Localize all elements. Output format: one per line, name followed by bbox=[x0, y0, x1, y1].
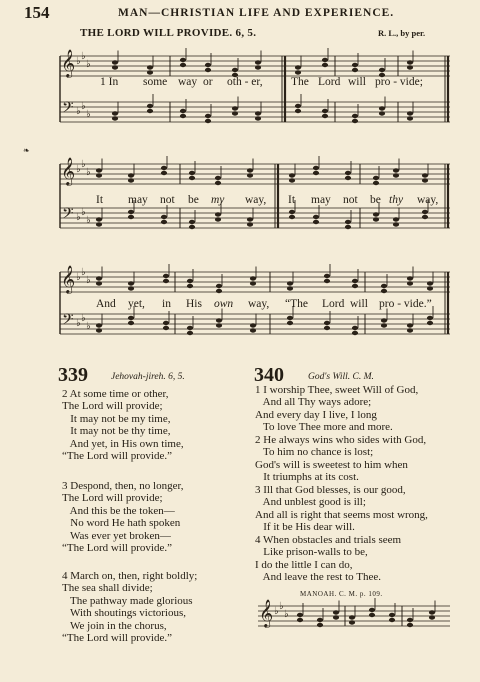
note-head bbox=[147, 109, 153, 113]
note-head bbox=[255, 60, 261, 64]
note-head bbox=[161, 166, 167, 170]
note-head bbox=[180, 114, 186, 118]
stanza: 2 At some time or other, The Lord will provide; It may not be my time, It may not be thy time, And yet, in His own time, “The Lord will provide.” bbox=[62, 388, 184, 463]
lyric-syllable: may bbox=[128, 194, 148, 206]
flat-icon: ♭ bbox=[86, 59, 91, 70]
note-head bbox=[333, 615, 339, 619]
margin-mark: ❧ bbox=[23, 146, 30, 155]
lyric-syllable: oth - er, bbox=[227, 76, 263, 88]
note-head bbox=[128, 316, 134, 320]
note-head bbox=[289, 215, 295, 219]
note-head bbox=[289, 173, 295, 177]
note-head bbox=[379, 106, 385, 110]
stanza: 1 I worship Thee, sweet Will of God, And all Thy ways adore; And every day I live, I long To love Thee more and more. bbox=[255, 384, 419, 434]
note-head bbox=[205, 119, 211, 123]
lyric-syllable: way, bbox=[245, 194, 267, 206]
note-head bbox=[215, 176, 221, 180]
note-head bbox=[128, 321, 134, 325]
note-head bbox=[250, 323, 256, 327]
note-head bbox=[205, 114, 211, 118]
note-head bbox=[429, 610, 435, 614]
note-head bbox=[324, 321, 330, 325]
note-head bbox=[128, 210, 134, 214]
note-head bbox=[161, 215, 167, 219]
note-head bbox=[322, 63, 328, 67]
note-head bbox=[216, 284, 222, 288]
note-head bbox=[313, 220, 319, 224]
note-head bbox=[289, 178, 295, 182]
note-head bbox=[381, 323, 387, 327]
note-head bbox=[352, 326, 358, 330]
note-head bbox=[189, 171, 195, 175]
note-head bbox=[352, 331, 358, 335]
note-head bbox=[96, 328, 102, 332]
flat-icon: ♭ bbox=[279, 601, 284, 612]
tune-name: Jehovah-jireh. 6, 5. bbox=[111, 372, 185, 382]
note-head bbox=[393, 173, 399, 177]
note-head bbox=[128, 215, 134, 219]
note-head bbox=[313, 171, 319, 175]
lyric-syllable: pro - vide; bbox=[375, 76, 423, 88]
flat-icon: ♭ bbox=[76, 272, 81, 283]
note-head bbox=[373, 176, 379, 180]
note-head bbox=[373, 217, 379, 221]
running-head: MAN—CHRISTIAN LIFE AND EXPERIENCE. bbox=[118, 7, 395, 19]
flat-icon: ♭ bbox=[86, 109, 91, 120]
note-head bbox=[112, 65, 118, 69]
note-head bbox=[381, 289, 387, 293]
page-number: 154 bbox=[24, 3, 50, 22]
note-head bbox=[333, 610, 339, 614]
tune-incipit bbox=[0, 598, 480, 648]
note-head bbox=[317, 618, 323, 622]
flat-icon: ♭ bbox=[86, 275, 91, 286]
note-head bbox=[324, 274, 330, 278]
stanza: 3 Despond, then, no longer, The Lord will provide; And this be the token— No word He hath spoken Was ever yet broken— “The Lord will provide.” bbox=[62, 480, 184, 555]
note-head bbox=[369, 608, 375, 612]
note-head bbox=[393, 222, 399, 226]
lyric-syllable: will bbox=[350, 298, 368, 310]
flat-icon: ♭ bbox=[81, 207, 86, 218]
note-head bbox=[407, 116, 413, 120]
tune-reference: MANOAH. C. M. p. 109. bbox=[300, 590, 383, 598]
hymn-title: THE LORD WILL PROVIDE. 6, 5. bbox=[80, 27, 257, 39]
note-head bbox=[407, 623, 413, 627]
stanza: 2 He always wins who sides with God, To him no chance is lost; God's will is sweetest to him when It triumphs at its cost. bbox=[255, 434, 427, 484]
note-head bbox=[180, 109, 186, 113]
note-head bbox=[96, 281, 102, 285]
note-head bbox=[96, 173, 102, 177]
flat-icon: ♭ bbox=[81, 267, 86, 278]
flat-icon: ♭ bbox=[81, 313, 86, 324]
note-head bbox=[287, 286, 293, 290]
note-head bbox=[349, 615, 355, 619]
flat-icon: ♭ bbox=[284, 609, 289, 620]
note-head bbox=[407, 281, 413, 285]
flat-icon: ♭ bbox=[86, 167, 91, 178]
note-head bbox=[381, 284, 387, 288]
lyric-syllable: own bbox=[214, 298, 234, 310]
note-head bbox=[352, 63, 358, 67]
lyric-syllable: The bbox=[291, 76, 309, 88]
flat-icon: ♭ bbox=[274, 606, 279, 617]
note-head bbox=[232, 106, 238, 110]
lyric-syllable: Lord bbox=[322, 298, 345, 310]
note-head bbox=[289, 210, 295, 214]
note-head bbox=[180, 63, 186, 67]
lyric-syllable: way, bbox=[248, 298, 270, 310]
note-head bbox=[189, 225, 195, 229]
note-head bbox=[297, 613, 303, 617]
note-head bbox=[215, 181, 221, 185]
flat-icon: ♭ bbox=[76, 164, 81, 175]
note-head bbox=[407, 276, 413, 280]
flat-icon: ♭ bbox=[76, 106, 81, 117]
note-head bbox=[352, 279, 358, 283]
stanza: 3 Ill that God blesses, is our good, And unblest good is ill; And all is right that seems most wrong, If it be His dear will. bbox=[255, 484, 428, 534]
lyric-syllable: will bbox=[348, 76, 366, 88]
flat-icon: ♭ bbox=[81, 51, 86, 62]
note-head bbox=[322, 58, 328, 62]
note-head bbox=[161, 171, 167, 175]
note-head bbox=[247, 222, 253, 226]
note-head bbox=[429, 615, 435, 619]
lyric-syllable: yet, bbox=[128, 298, 145, 310]
note-head bbox=[324, 279, 330, 283]
lyric-syllable: thy bbox=[389, 194, 404, 206]
note-head bbox=[379, 111, 385, 115]
note-head bbox=[96, 217, 102, 221]
note-head bbox=[163, 274, 169, 278]
flat-icon: ♭ bbox=[76, 318, 81, 329]
note-head bbox=[187, 326, 193, 330]
note-head bbox=[128, 281, 134, 285]
flat-icon: ♭ bbox=[86, 321, 91, 332]
note-head bbox=[352, 284, 358, 288]
note-head bbox=[187, 279, 193, 283]
treble-clef-icon: 𝄞 bbox=[61, 267, 76, 293]
note-head bbox=[297, 618, 303, 622]
note-head bbox=[295, 104, 301, 108]
note-head bbox=[187, 331, 193, 335]
note-head bbox=[407, 323, 413, 327]
note-head bbox=[349, 620, 355, 624]
note-head bbox=[216, 289, 222, 293]
note-head bbox=[427, 286, 433, 290]
lyric-syllable: way bbox=[178, 76, 198, 88]
note-head bbox=[369, 613, 375, 617]
note-head bbox=[250, 281, 256, 285]
note-head bbox=[216, 323, 222, 327]
note-head bbox=[345, 176, 351, 180]
lyric-syllable: His bbox=[186, 298, 202, 310]
lyric-syllable: pro - vide.” bbox=[379, 298, 432, 310]
note-head bbox=[407, 65, 413, 69]
note-head bbox=[250, 276, 256, 280]
music-system-2 bbox=[0, 150, 480, 250]
flat-icon: ♭ bbox=[81, 159, 86, 170]
lyric-syllable: be bbox=[188, 194, 199, 206]
note-head bbox=[255, 111, 261, 115]
note-head bbox=[427, 281, 433, 285]
note-head bbox=[407, 618, 413, 622]
note-head bbox=[112, 116, 118, 120]
note-head bbox=[215, 212, 221, 216]
stanza: 4 March on, then, right boldly; The sea shall divide; The pathway made glorious With shoutings victorious, We join in the chorus, “The Lord will provide.” bbox=[62, 570, 198, 645]
note-head bbox=[112, 111, 118, 115]
note-head bbox=[295, 109, 301, 113]
note-head bbox=[287, 281, 293, 285]
lyric-syllable: It bbox=[96, 194, 104, 206]
lyric-syllable: in bbox=[162, 298, 171, 310]
note-head bbox=[187, 284, 193, 288]
note-head bbox=[163, 279, 169, 283]
note-head bbox=[352, 114, 358, 118]
treble-clef-icon: 𝄞 bbox=[61, 159, 76, 185]
note-head bbox=[247, 217, 253, 221]
note-head bbox=[189, 176, 195, 180]
lyric-syllable: be bbox=[370, 194, 381, 206]
note-head bbox=[163, 321, 169, 325]
note-head bbox=[352, 119, 358, 123]
lyric-syllable: not bbox=[160, 194, 175, 206]
note-head bbox=[163, 326, 169, 330]
lyric-syllable: It bbox=[288, 194, 296, 206]
note-head bbox=[427, 316, 433, 320]
bass-clef-icon: 𝄢 bbox=[62, 205, 74, 225]
note-head bbox=[373, 212, 379, 216]
lyric-syllable: or bbox=[203, 76, 213, 88]
note-head bbox=[287, 316, 293, 320]
note-head bbox=[379, 68, 385, 72]
note-head bbox=[255, 65, 261, 69]
note-head bbox=[345, 225, 351, 229]
note-head bbox=[250, 328, 256, 332]
tune-name: God's Will. C. M. bbox=[308, 372, 374, 382]
note-head bbox=[407, 111, 413, 115]
note-head bbox=[317, 623, 323, 627]
note-head bbox=[96, 323, 102, 327]
note-head bbox=[147, 70, 153, 74]
note-head bbox=[393, 168, 399, 172]
note-head bbox=[147, 65, 153, 69]
note-head bbox=[128, 286, 134, 290]
flat-icon: ♭ bbox=[76, 56, 81, 67]
lyric-syllable: “The bbox=[285, 298, 308, 310]
note-head bbox=[112, 60, 118, 64]
flat-icon: ♭ bbox=[76, 212, 81, 223]
hymn-number: 340 bbox=[254, 364, 284, 386]
note-head bbox=[247, 168, 253, 172]
note-head bbox=[373, 181, 379, 185]
note-head bbox=[422, 215, 428, 219]
note-head bbox=[389, 618, 395, 622]
bass-clef-icon: 𝄢 bbox=[62, 99, 74, 119]
note-head bbox=[96, 222, 102, 226]
note-head bbox=[407, 60, 413, 64]
note-head bbox=[407, 328, 413, 332]
lyric-syllable: my bbox=[211, 194, 225, 206]
note-head bbox=[189, 220, 195, 224]
stanza: 4 When obstacles and trials seem Like prison-walls to be, I do the little I can do, And leave the rest to Thee. bbox=[255, 534, 402, 584]
lyric-syllable: Lord bbox=[318, 76, 341, 88]
note-head bbox=[255, 116, 261, 120]
note-head bbox=[232, 68, 238, 72]
note-head bbox=[147, 104, 153, 108]
note-head bbox=[422, 173, 428, 177]
lyric-syllable: And bbox=[96, 298, 116, 310]
note-head bbox=[287, 321, 293, 325]
note-head bbox=[389, 613, 395, 617]
note-head bbox=[381, 318, 387, 322]
note-head bbox=[232, 111, 238, 115]
note-head bbox=[295, 70, 301, 74]
note-head bbox=[216, 318, 222, 322]
note-head bbox=[324, 326, 330, 330]
note-head bbox=[422, 178, 428, 182]
note-head bbox=[393, 217, 399, 221]
note-head bbox=[205, 68, 211, 72]
note-head bbox=[427, 321, 433, 325]
note-head bbox=[422, 210, 428, 214]
note-head bbox=[313, 215, 319, 219]
note-head bbox=[295, 65, 301, 69]
note-head bbox=[215, 217, 221, 221]
treble-clef-icon: 𝄞 bbox=[259, 601, 274, 627]
lyric-syllable: way, bbox=[417, 194, 439, 206]
note-head bbox=[247, 173, 253, 177]
note-head bbox=[96, 276, 102, 280]
note-head bbox=[128, 173, 134, 177]
note-head bbox=[180, 58, 186, 62]
lyric-syllable: not bbox=[343, 194, 358, 206]
treble-clef-icon: 𝄞 bbox=[61, 51, 76, 77]
hymn-number: 339 bbox=[58, 364, 88, 386]
hymn-credit: R. L., by per. bbox=[378, 28, 426, 38]
note-head bbox=[96, 168, 102, 172]
flat-icon: ♭ bbox=[81, 101, 86, 112]
note-head bbox=[345, 171, 351, 175]
note-head bbox=[322, 109, 328, 113]
note-head bbox=[161, 220, 167, 224]
lyric-syllable: some bbox=[143, 76, 168, 88]
note-head bbox=[352, 68, 358, 72]
note-head bbox=[313, 166, 319, 170]
note-head bbox=[345, 220, 351, 224]
note-head bbox=[128, 178, 134, 182]
bass-clef-icon: 𝄢 bbox=[62, 311, 74, 331]
lyric-syllable: may bbox=[311, 194, 331, 206]
note-head bbox=[205, 63, 211, 67]
note-head bbox=[322, 114, 328, 118]
flat-icon: ♭ bbox=[86, 215, 91, 226]
lyric-syllable: 1 In bbox=[100, 76, 119, 88]
